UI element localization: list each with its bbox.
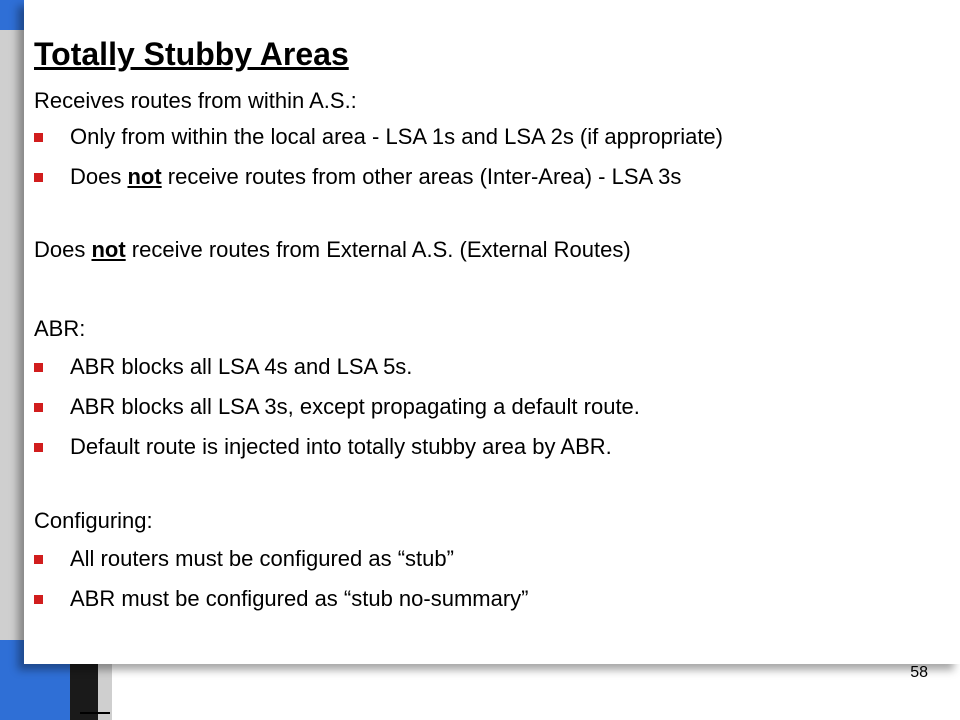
slide-title: Totally Stubby Areas bbox=[34, 36, 349, 72]
section-heading-receives: Receives routes from within A.S.: bbox=[34, 88, 357, 113]
text-pre: Does bbox=[70, 164, 128, 189]
bullet-marker bbox=[34, 363, 43, 372]
emphasis-not: not bbox=[127, 164, 162, 189]
bullet-marker bbox=[34, 133, 43, 142]
slide-panel bbox=[24, 0, 960, 664]
section-heading-abr: ABR: bbox=[34, 316, 86, 341]
bullet-abr-no-summary: ABR must be configured as “stub no-summary” bbox=[70, 586, 529, 611]
bullet-marker bbox=[34, 403, 43, 412]
bottom-rule bbox=[80, 712, 110, 714]
text-post: receive routes from other areas (Inter-Area) - LSA 3s bbox=[161, 164, 682, 189]
section-heading-configuring: Configuring: bbox=[34, 508, 153, 533]
text-post: receive routes from External A.S. (External Routes) bbox=[125, 237, 631, 262]
bullet-abr-lsa45: ABR blocks all LSA 4s and LSA 5s. bbox=[70, 354, 413, 379]
text-pre: Does bbox=[34, 237, 92, 262]
emphasis-not: not bbox=[91, 237, 126, 262]
bullet-abr-lsa3: ABR blocks all LSA 3s, except propagating a default route. bbox=[70, 394, 640, 419]
bullet-default-route: Default route is injected into totally stubby area by ABR. bbox=[70, 434, 612, 459]
bullet-local-area: Only from within the local area - LSA 1s and LSA 2s (if appropriate) bbox=[70, 124, 723, 149]
bullet-marker bbox=[34, 595, 43, 604]
bullet-marker bbox=[34, 555, 43, 564]
page-number: 58 bbox=[910, 664, 928, 681]
bullet-routers-stub: All routers must be configured as “stub” bbox=[70, 546, 454, 571]
bullet-marker bbox=[34, 173, 43, 182]
bullet-inter-area bbox=[70, 164, 681, 190]
bullet-marker bbox=[34, 443, 43, 452]
external-routes-line bbox=[34, 237, 631, 263]
